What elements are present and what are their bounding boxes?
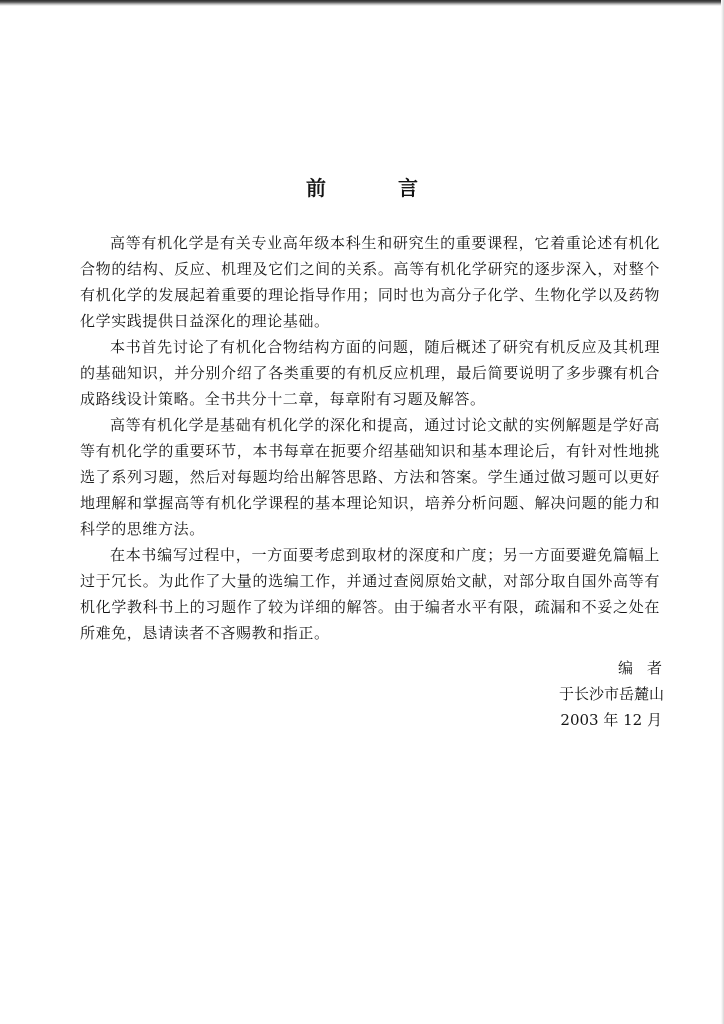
paragraph-2: 本书首先讨论了有机化合物结构方面的问题，随后概述了研究有机反应及其机理的基础知识，并分别介绍了各类重要的有机反应机理，最后简要说明了多步骤有机合成路线设计策略。全书共分十二章，每章附有习题及解答。 [80,338,660,408]
preface-body [80,230,660,646]
paragraph-1: 高等有机化学是有关专业高年级本科生和研究生的重要课程，它着重论述有机化合物的结构、反应、机理及它们之间的关系。高等有机化学研究的逐步深入，对整个有机化学的发展起着重要的理论指导作用；同时也为高分子化学、生物化学以及药物化学实践提供日益深化的理论基础。 [80,234,660,330]
page-title: 前言 [306,176,490,200]
signature-author: 编者 [617,659,676,677]
paragraph-3: 高等有机化学是基础有机化学的深化和提高，通过讨论文献的实例解题是学好高等有机化学的重要环节，本书每章在扼要介绍基础知识和基本理论后，有针对性地挑选了系列习题，然后对每题均给出解答思路、方法和答案。学生通过做习题可以更好地理解和掌握高等有机化学课程的基本理论知识，培养分析问题、解决问题的能力和科学的思维方法。 [80,416,660,538]
paragraph-4: 在本书编写过程中，一方面要考虑到取材的深度和广度；另一方面要避免篇幅上过于冗长。为此作了大量的选编工作，并通过查阅原始文献，对部分取自国外高等有机化学教科书上的习题作了较为详细的解答。由于编者水平有限，疏漏和不妥之处在所难免，恳请读者不吝赐教和指正。 [80,546,660,642]
scan-border-top [0,0,724,6]
signature-place: 于长沙市岳麓山 [558,685,664,703]
signature-date: 2003 年 12 月 [560,711,662,729]
